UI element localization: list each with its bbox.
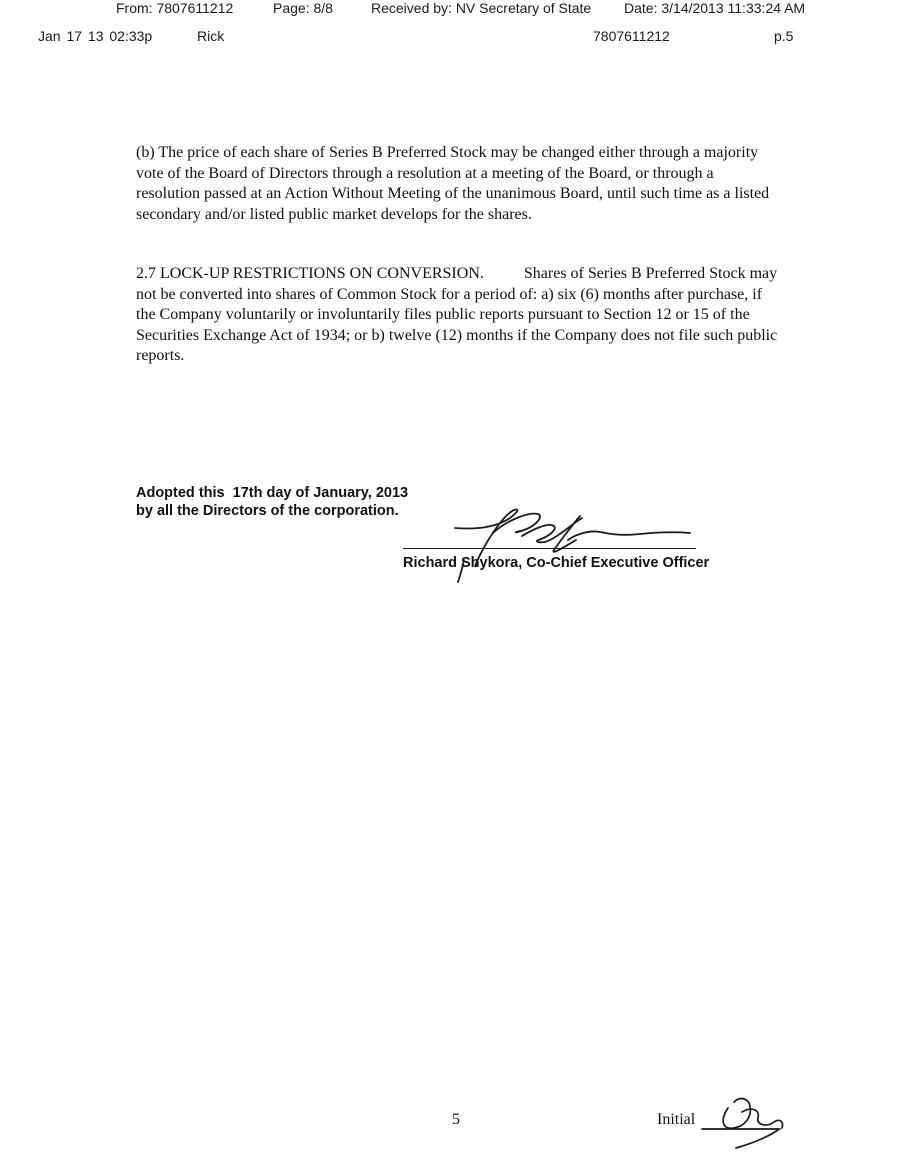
fax-sender: Rick [197, 28, 225, 44]
initial-signature [700, 1088, 790, 1150]
fax-from: From: 7807611212 [116, 0, 234, 16]
section-2-7 [136, 264, 781, 367]
handwritten-signature [450, 500, 710, 585]
page-number: 5 [452, 1111, 460, 1128]
paragraph-b [136, 143, 781, 225]
fax-page-short: p.5 [774, 28, 794, 44]
adoption-line-2: by all the Directors of the corporation. [136, 503, 399, 519]
fax-datetime: Jan 17 13 02:33p [38, 28, 153, 44]
fax-received: Received by: NV Secretary of State [371, 0, 592, 16]
signer-name-title: Richard Shykora, Co-Chief Executive Officer [403, 555, 710, 571]
initial-label: Initial [657, 1111, 696, 1128]
section-2-7-paragraph [136, 264, 781, 367]
adoption-block [136, 484, 408, 520]
section-2-7-heading: 2.7 LOCK-UP RESTRICTIONS ON CONVERSION. [136, 265, 484, 282]
fax-number: 7807611212 [593, 28, 670, 44]
paragraph-b-text: (b) The price of each share of Series B Preferred Stock may be changed either through a majority vote of the Board of Directors through a resolution at a meeting of the Board, or through a resolution passed at an Action Without Meeting of the unanimous Board, until such time as a listed secondary and/or listed public market develops for the shares. [136, 144, 770, 223]
fax-page: Page: 8/8 [273, 0, 333, 16]
section-2-7-text: Shares of Series B Preferred Stock may not be converted into shares of Common Stock for a period of: a) six (6) months after purchase, if the Company voluntarily or involuntarily files public reports pursuant to Section 12 or 15 of the Securities Exchange Act of 1934; or b) twelve (12) months if the Company does not file such public reports. [136, 265, 778, 364]
fax-date: Date: 3/14/2013 11:33:24 AM [624, 0, 806, 16]
adoption-line-1: Adopted this 17th day of January, 2013 [136, 485, 409, 501]
